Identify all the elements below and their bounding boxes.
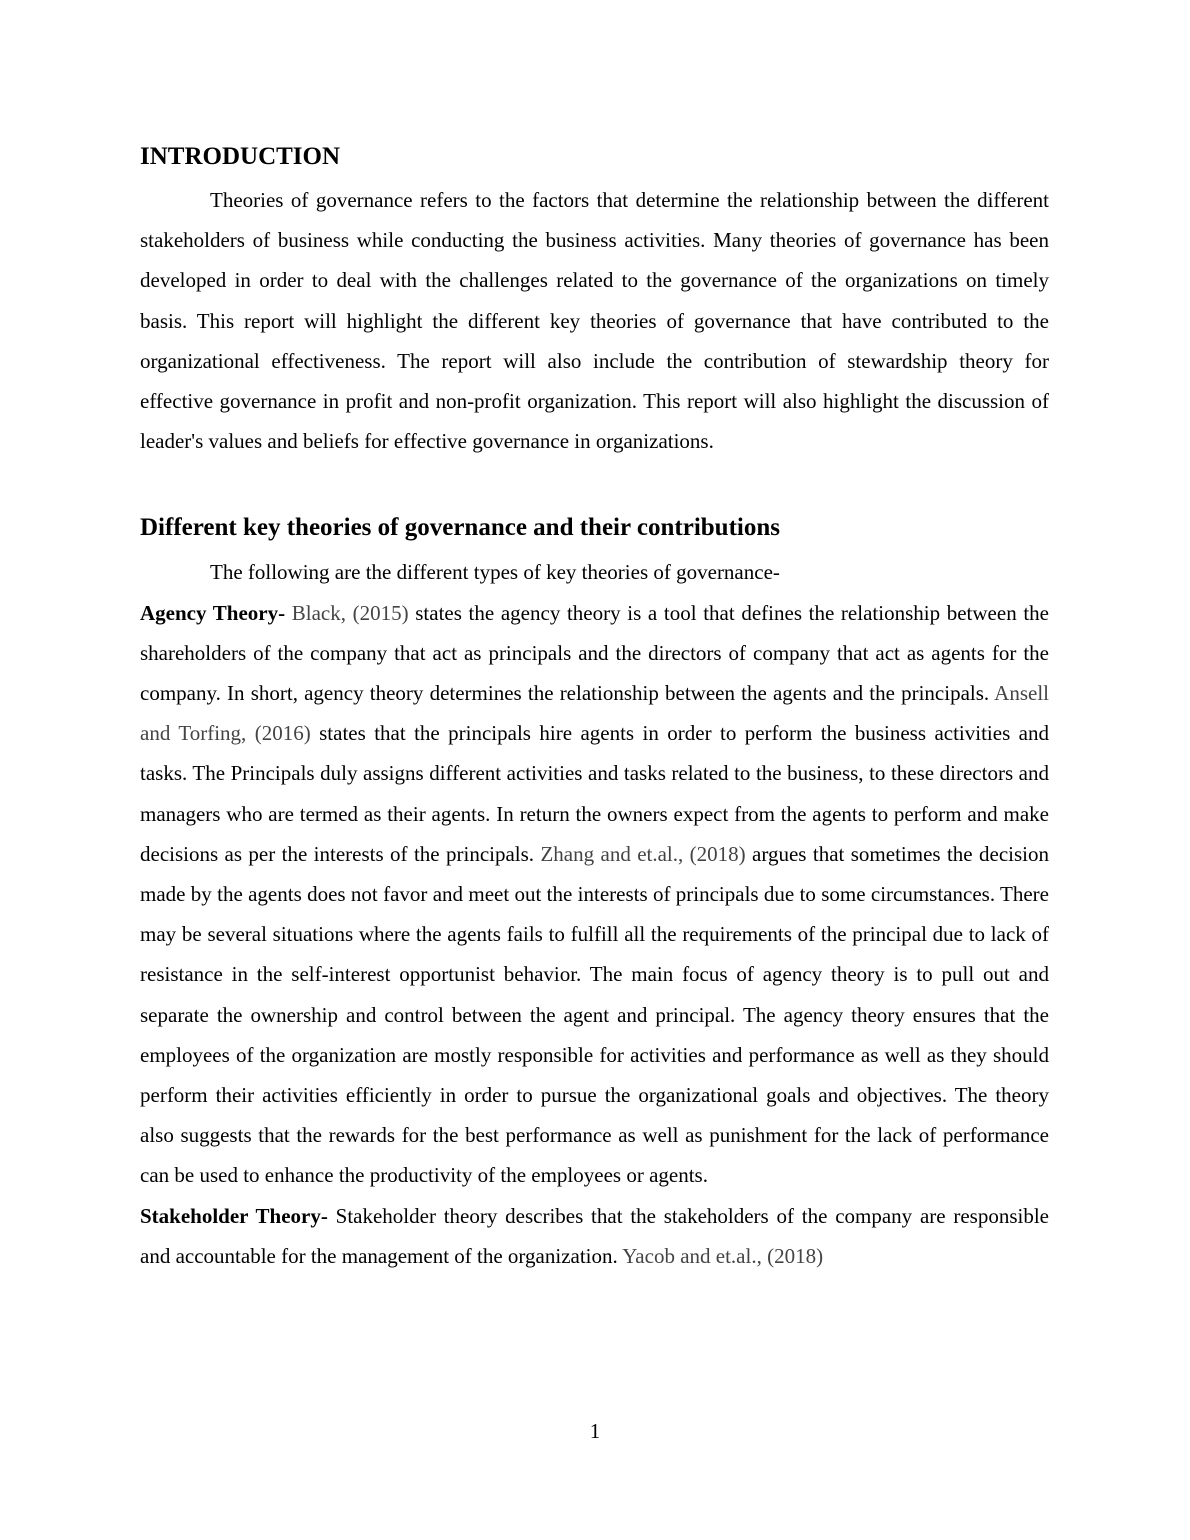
page-content <box>140 140 1049 1276</box>
citation-ansell-torfing-2016: Ansell and Torfing, (2016) <box>140 681 1049 746</box>
section-spacer <box>140 461 1049 511</box>
stakeholder-theory-term: Stakeholder Theory- <box>140 1203 328 1228</box>
page-number: 1 <box>589 1419 601 1443</box>
agency-text-3: argues that sometimes the decision made by the agents does not favor and meet out the interests of principals due to some circumstances. There may be several situations where the agents fails to fulfill all the requirements of the principal due to lack of resistance in the self-interest opportunist behavior. The main focus of agency theory is to pull out and separate the ownership and control between the agent and principal. The agency theory ensures that the employees of the organization are mostly responsible for activities and performance as well as they should perform their activities efficiently in order to pursue the organizational goals and objectives. The theory also suggests that the rewards for the best performance as well as punishment for the lack of performance can be used to enhance the productivity of the employees or agents. <box>140 841 1049 1188</box>
citation-black-2015: Black, (2015) <box>291 600 409 625</box>
stakeholder-theory-paragraph <box>140 1196 1049 1276</box>
agency-theory-paragraph <box>140 593 1049 1196</box>
agency-text-1: states the agency theory is a tool that defines the relationship between the shareholders of the company that act as principals and the directors of company that act as agents for the company. In short, agency theory determines the relationship between the agents and the principals. <box>140 600 1049 706</box>
agency-theory-term: Agency Theory- <box>140 600 286 625</box>
citation-yacob-2018: Yacob and et.al., (2018) <box>622 1243 824 1268</box>
theories-lead-paragraph: The following are the different types of key theories of governance- <box>210 560 780 585</box>
introduction-heading: INTRODUCTION <box>140 143 341 170</box>
introduction-paragraph: Theories of governance refers to the factors that determine the relationship between the different stakeholders of business while conducting the business activities. Many theories of governance has been developed in order to deal with the challenges related to the governance of the organizations on timely basis. This report will highlight the different key theories of governance that have contributed to the organizational effectiveness. The report will also include the contribution of stewardship theory for effective governance in profit and non-profit organization. This report will also highlight the discussion of leader's values and beliefs for effective governance in organizations. <box>140 188 1049 454</box>
citation-zhang-2018: Zhang and et.al., (2018) <box>540 841 746 866</box>
theories-heading: Different key theories of governance and their contributions <box>140 514 780 542</box>
stakeholder-text-1: Stakeholder theory describes that the stakeholders of the company are responsible and accountable for the management of the organization. <box>140 1203 1050 1268</box>
agency-text-2: states that the principals hire agents in order to perform the business activities and tasks. The Principals duly assigns different activities and tasks related to the business, to these directors and managers who are termed as their agents. In return the owners expect from the agents to perform and make decisions as per the interests of the principals. <box>140 721 1049 866</box>
